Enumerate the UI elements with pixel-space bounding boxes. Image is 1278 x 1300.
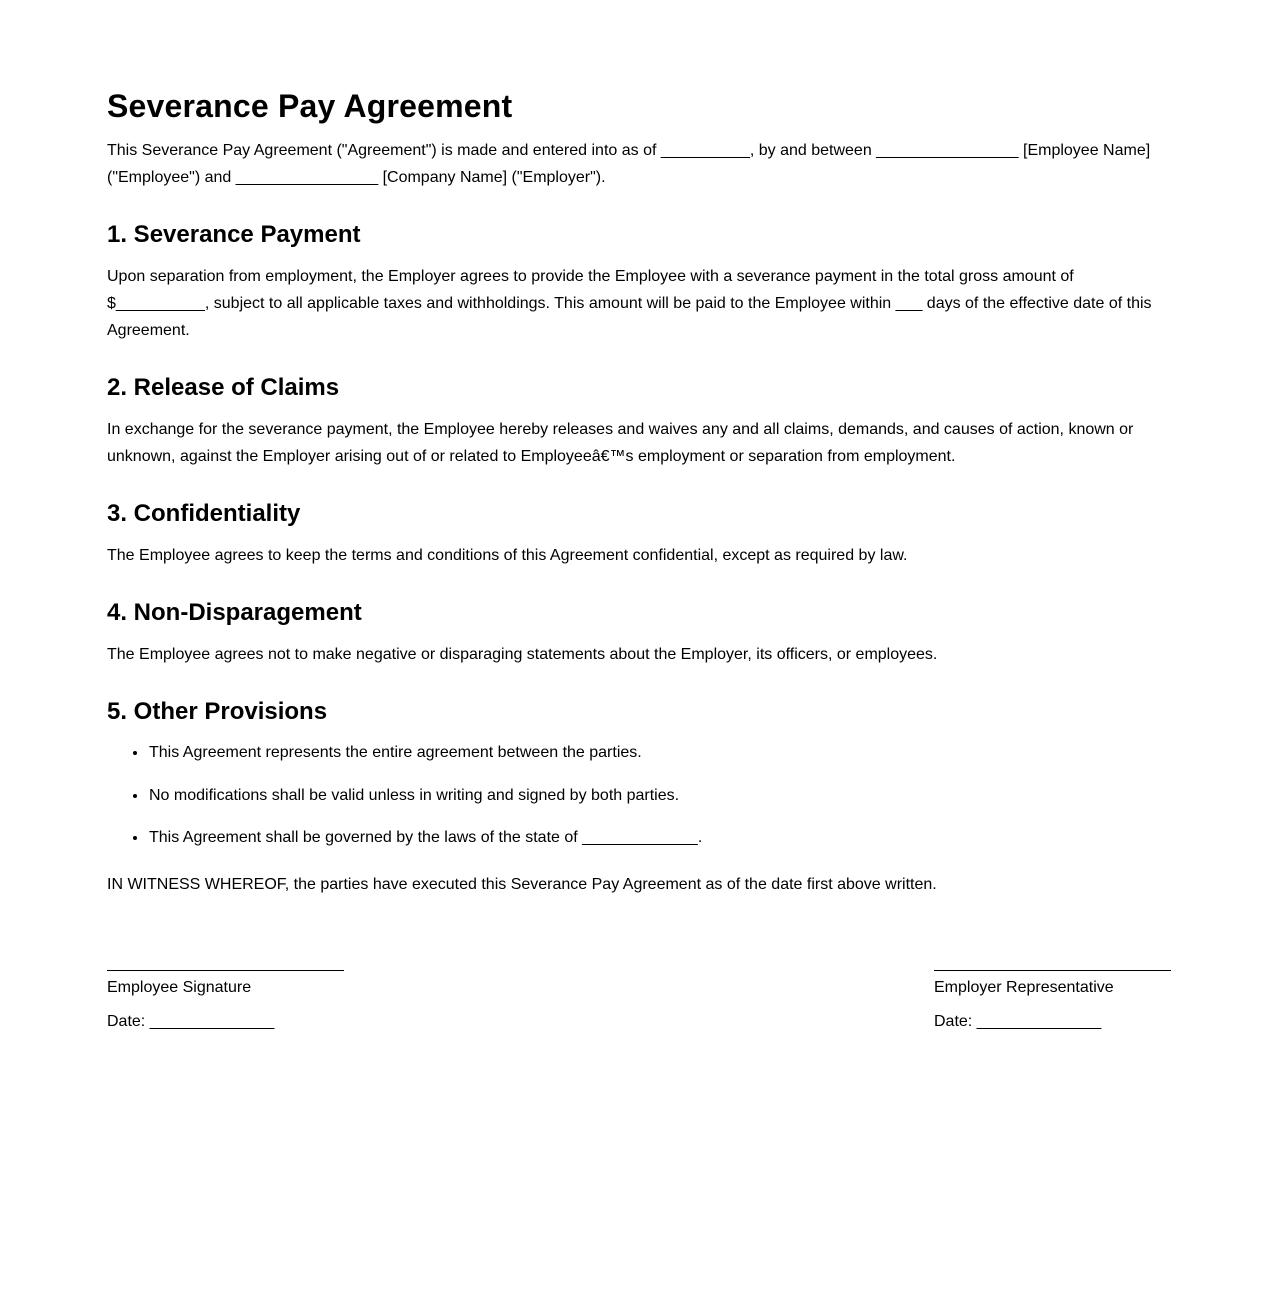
section-body-release-of-claims: In exchange for the severance payment, the Employee hereby releases and waives any and all claims, demands, and causes of action, known or unknown, against the Employer arising out of or related to Employeeâ€™s employment or separation from employment. — [107, 420, 1134, 466]
intro-paragraph: This Severance Pay Agreement ("Agreement") is made and entered into as of __________, by and between ________________ [Employee Name] ("Employee") and ________________ [Company Name] ("Employer"). — [107, 141, 1151, 186]
section-heading-other-provisions: 5. Other Provisions — [107, 697, 328, 725]
list-item: • This Agreement represents the entire agreement between the parties. — [148, 739, 1171, 766]
section-heading-confidentiality: 3. Confidentiality — [107, 500, 301, 528]
section-heading-release-of-claims: 2. Release of Claims — [107, 374, 340, 402]
employer-signature-label: Employer Representative — [934, 979, 1114, 997]
section-other-provisions — [107, 698, 1171, 851]
section-body-severance-payment: Upon separation from employment, the Employer agrees to provide the Employee with a severance payment in the total gross amount of $__________, subject to all applicable taxes and withholdings. This amount will be paid to the Employee within ___ days of the effective date of this Agreement. — [107, 267, 1152, 340]
witness-clause: IN WITNESS WHEREOF, the parties have executed this Severance Pay Agreement as of the date first above written. — [107, 876, 937, 894]
section-non-disparagement — [107, 599, 1171, 668]
employee-date-line: Date: ______________ — [107, 1013, 275, 1031]
employer-date-line: Date: ______________ — [934, 1013, 1102, 1031]
section-body-non-disparagement: The Employee agrees not to make negative or disparaging statements about the Employer, its officers, or employees. — [107, 645, 938, 663]
document-title: Severance Pay Agreement — [107, 88, 513, 124]
employee-signature-block — [107, 970, 344, 1035]
section-release-of-claims — [107, 374, 1171, 470]
list-item: • No modifications shall be valid unless in writing and signed by both parties. — [148, 782, 1171, 809]
section-heading-non-disparagement: 4. Non-Disparagement — [107, 599, 362, 627]
employer-signature-line — [934, 970, 1171, 971]
other-provisions-list — [107, 739, 1171, 851]
section-severance-payment — [107, 221, 1171, 344]
employer-signature-block — [934, 970, 1171, 1035]
employee-signature-label: Employee Signature — [107, 979, 252, 997]
section-heading-severance-payment: 1. Severance Payment — [107, 221, 361, 249]
employee-signature-line — [107, 970, 344, 971]
signature-block — [107, 970, 1171, 1035]
section-confidentiality — [107, 500, 1171, 569]
section-body-confidentiality: The Employee agrees to keep the terms and conditions of this Agreement confidential, except as required by law. — [107, 546, 908, 564]
list-item: • This Agreement shall be governed by the laws of the state of _____________. — [148, 824, 1171, 851]
